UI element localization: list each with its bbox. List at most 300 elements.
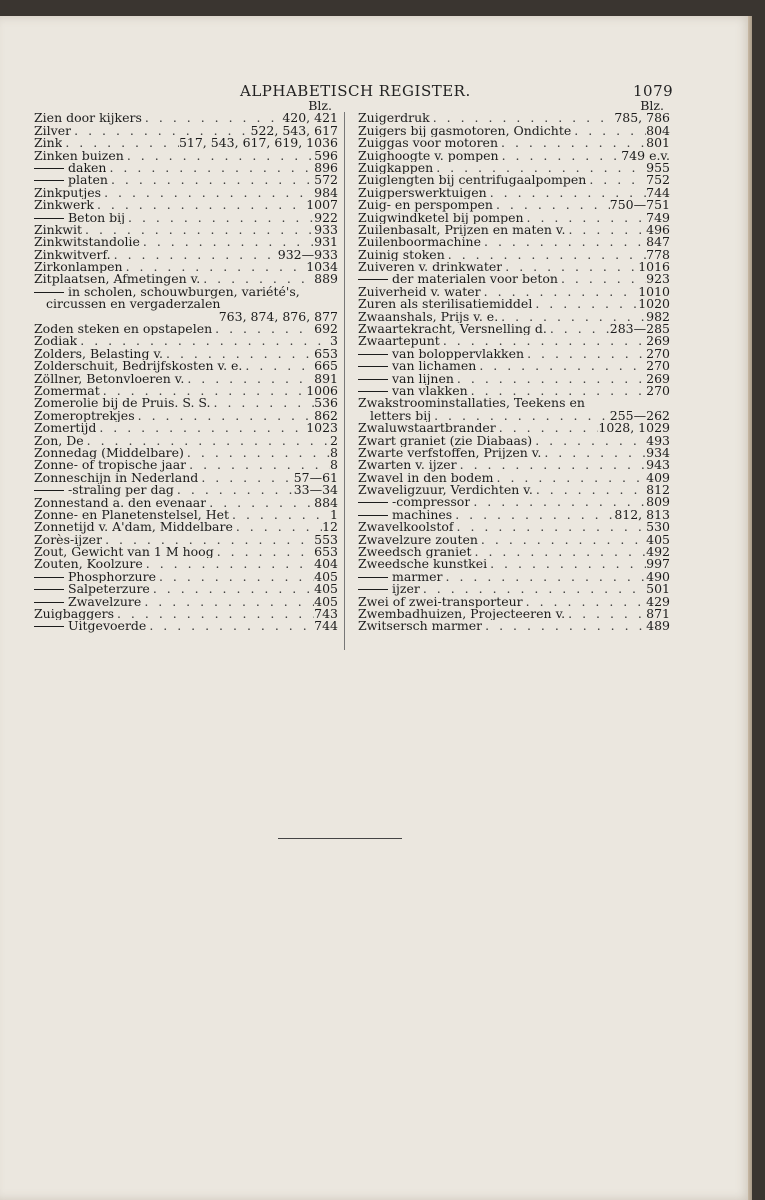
index-entry	[34, 583, 338, 595]
entry-pages: 896	[314, 159, 338, 175]
dot-leader	[102, 534, 314, 546]
dot-leader	[478, 534, 646, 546]
dot-leader	[496, 422, 599, 434]
index-entry	[34, 308, 338, 324]
entry-term: Zinkwitstandolie	[34, 236, 140, 249]
index-entry	[34, 568, 338, 584]
dot-leader	[163, 348, 314, 360]
dot-leader	[533, 484, 646, 496]
index-entry	[34, 397, 338, 409]
entry-pages: 812, 813	[614, 506, 670, 522]
column-divider	[344, 112, 345, 650]
entry-pages: 923	[646, 271, 670, 287]
index-entry	[358, 298, 670, 310]
dot-leader	[101, 187, 314, 199]
dot-leader	[481, 236, 646, 248]
entry-pages: 889	[314, 271, 338, 287]
dot-leader	[558, 273, 646, 285]
entry-pages: 270	[646, 358, 670, 374]
entry-term: Zonne- of tropische jaar	[34, 459, 187, 472]
entry-pages: 493	[646, 432, 670, 448]
index-entry	[358, 422, 670, 434]
dot-leader	[532, 435, 646, 447]
entry-term: Zuinig stoken	[358, 248, 445, 262]
entry-term: Zonne- en Planetenstelsel, Het	[34, 508, 230, 522]
entry-pages: 653	[314, 544, 338, 560]
dot-leader	[452, 509, 614, 521]
entry-pages: 997	[646, 556, 670, 572]
entry-pages: 270	[646, 382, 670, 398]
entry-term: van lichamen	[358, 360, 476, 372]
entry-pages: 33—34	[293, 482, 338, 498]
entry-term: Zwei of zwei-transporteur	[358, 595, 523, 609]
index-entry	[34, 620, 338, 632]
index-entry	[358, 112, 670, 124]
entry-term: Zwarte verfstoffen, Prijzen v.	[358, 446, 542, 460]
entry-term: Zinken buizen	[34, 149, 124, 162]
index-entry	[34, 199, 338, 211]
entry-term: Zuigerdruk	[358, 112, 430, 125]
dot-leader	[125, 212, 314, 224]
index-entry	[358, 345, 670, 361]
index-entry	[34, 407, 338, 423]
entry-term: Zuigers bij gasmotoren, Ondichte	[358, 124, 572, 138]
index-entry	[34, 546, 338, 558]
dot-leader	[184, 373, 314, 385]
entry-pages: 269	[646, 370, 670, 386]
dot-leader	[82, 224, 314, 236]
dot-leader	[229, 509, 330, 521]
index-entry	[34, 469, 338, 485]
index-entry	[34, 432, 338, 448]
index-entry	[358, 432, 670, 448]
index-entry	[358, 273, 670, 285]
entry-pages: 1023	[306, 420, 338, 436]
entry-pages: 536	[314, 395, 338, 411]
entry-pages: 933	[314, 221, 338, 237]
index-entry	[34, 521, 338, 533]
page-number: 1079	[633, 82, 674, 100]
dot-leader	[487, 558, 646, 570]
entry-term: marmer	[358, 571, 443, 583]
entry-pages: 517, 543, 617, 619, 1036	[178, 135, 338, 151]
entry-pages: 1028, 1029	[598, 420, 670, 436]
entry-pages: 8	[330, 457, 338, 473]
entry-term: Zuiglengten bij centrifugaalpompen	[358, 174, 587, 187]
entry-pages: 1016	[638, 259, 670, 275]
entry-pages: 522, 543, 617	[250, 122, 338, 138]
index-entry	[34, 335, 338, 347]
index-entry	[358, 236, 670, 248]
dot-leader	[77, 335, 330, 347]
entry-term: Zonnedag (Middelbare)	[34, 446, 184, 460]
dot-leader	[206, 497, 314, 509]
dot-leader	[146, 620, 314, 632]
entry-term: Zirkonlampen	[34, 261, 123, 274]
entry-pages: 490	[646, 568, 670, 584]
index-entry	[358, 159, 670, 175]
entry-pages: 982	[646, 308, 670, 324]
entry-pages: 12	[322, 519, 338, 535]
index-entry	[34, 261, 338, 273]
entry-term: Uitgevoerde	[34, 620, 146, 632]
entry-term: -compressor	[358, 496, 470, 508]
entry-pages: 501	[646, 581, 670, 597]
entry-pages: 405	[646, 531, 670, 547]
entry-term: Zonneschijn in Nederland	[34, 471, 199, 485]
dot-leader	[524, 348, 646, 360]
index-entry	[358, 370, 670, 386]
dot-leader	[445, 249, 646, 261]
entry-term: Zuigkappen	[358, 161, 434, 175]
entry-pages: 778	[646, 246, 670, 262]
index-entry	[358, 246, 670, 262]
entry-pages: 405	[314, 568, 338, 584]
entry-pages: 496	[646, 221, 670, 237]
entry-term: Zuilenboormachine	[358, 236, 482, 249]
entry-term: Zuiveren v. drinkwater	[358, 261, 503, 274]
entry-term: Zwavelzure zouten	[358, 533, 478, 547]
dot-leader	[62, 137, 179, 149]
entry-term: Zwakstroominstallaties, Teekens en	[358, 395, 585, 411]
page-edge	[748, 16, 752, 1200]
entry-term: Zilver	[34, 124, 72, 138]
entry-term: Zuigwindketel bij pompen	[358, 211, 524, 224]
entry-pages: 785, 786	[614, 110, 670, 126]
index-entry	[358, 593, 670, 609]
entry-pages: 752	[646, 172, 670, 188]
entry-pages: 429	[646, 593, 670, 609]
index-entry	[34, 558, 338, 570]
entry-pages: 692	[314, 321, 338, 337]
dot-leader	[124, 150, 314, 162]
index-entry	[34, 137, 338, 149]
entry-term: Zitplaatsen, Afmetingen v.	[34, 273, 201, 286]
dot-leader	[114, 608, 314, 620]
dot-leader	[214, 546, 314, 558]
entry-pages: 1034	[306, 259, 338, 275]
entry-term: Beton bij	[34, 212, 125, 224]
entry-term: Zien door kijkers	[34, 112, 142, 125]
dot-leader	[135, 410, 315, 422]
entry-pages: 420, 421	[282, 110, 338, 126]
dot-leader	[106, 162, 314, 174]
entry-pages: 405	[314, 581, 338, 597]
dot-leader	[233, 521, 322, 533]
entry-pages: 572	[314, 172, 338, 188]
entry-pages: 1006	[306, 382, 338, 398]
dot-leader	[494, 472, 647, 484]
entry-term: der materialen voor beton	[358, 273, 558, 285]
entry-term: van boloppervlakken	[358, 348, 524, 360]
dot-leader	[532, 298, 638, 310]
dot-leader	[96, 422, 306, 434]
index-entry	[34, 147, 338, 163]
entry-pages: 489	[646, 618, 670, 634]
entry-term: Zwavel in den bodem	[358, 471, 494, 485]
dot-leader	[443, 571, 647, 583]
dot-leader	[184, 447, 330, 459]
entry-term: Zuigbaggers	[34, 608, 114, 621]
entry-pages: 750—751	[609, 197, 670, 213]
entry-pages: 744	[314, 618, 338, 634]
entry-term: Zwitsersch marmer	[358, 620, 483, 633]
index-entry	[34, 608, 338, 620]
entry-term: Zuigperswerktuigen	[358, 186, 487, 200]
dot-leader	[547, 323, 610, 335]
dot-leader	[502, 261, 638, 273]
index-entry	[358, 459, 670, 471]
index-entry	[358, 531, 670, 547]
dot-leader	[565, 224, 646, 236]
entry-term: Zinkwerk	[34, 199, 94, 212]
dot-leader	[454, 373, 646, 385]
index-entry	[358, 323, 670, 335]
dot-leader	[84, 435, 330, 447]
entry-pages: 1020	[638, 296, 670, 312]
dot-leader	[123, 261, 307, 273]
entry-term: Zwembadhuizen, Projecteeren v.	[358, 608, 566, 621]
dot-leader	[212, 323, 314, 335]
entry-pages: 1007	[306, 197, 338, 213]
entry-pages: 596	[314, 147, 338, 163]
dot-leader	[523, 596, 646, 608]
index-entry	[358, 122, 670, 138]
entry-term: Zinkwitverf.	[34, 248, 111, 262]
index-entry	[358, 583, 670, 595]
entry-term: Zöllner, Betonvloeren v.	[34, 372, 185, 385]
dot-leader	[156, 571, 314, 583]
entry-pages: 665	[314, 358, 338, 374]
index-entry	[34, 444, 338, 460]
index-entry	[34, 159, 338, 175]
entry-term: Zwavelkoolstof	[358, 521, 454, 534]
entry-pages: 804	[646, 122, 670, 138]
entry-pages: 404	[314, 556, 338, 572]
index-entry	[34, 323, 338, 335]
entry-term: Zwaartekracht, Versnelling d.	[358, 323, 547, 336]
dot-leader	[174, 484, 294, 496]
entry-pages: 744	[646, 184, 670, 200]
entry-term: Zwaanshals, Prijs v. e.	[358, 310, 499, 324]
entry-term: Zwaveligzuur, Verdichten v.	[358, 484, 533, 497]
entry-pages: 653	[314, 345, 338, 361]
entry-term: platen	[34, 174, 108, 186]
entry-term: Zink	[34, 137, 63, 150]
entry-term: Zoden steken en opstapelen	[34, 323, 213, 336]
entry-pages: 922	[314, 209, 338, 225]
index-entry	[358, 506, 670, 522]
entry-pages: 409	[646, 469, 670, 485]
entry-pages: 862	[314, 407, 338, 423]
entry-pages: 1	[330, 506, 338, 522]
entry-term: Zuig- en perspompen	[358, 199, 493, 212]
entry-term: Zweedsch graniet	[358, 546, 472, 559]
index-entry	[358, 608, 670, 620]
entry-pages: 871	[646, 606, 670, 621]
entry-pages: 8	[330, 444, 338, 460]
index-entry	[34, 382, 338, 398]
index-entry	[358, 469, 670, 485]
index-entry	[34, 184, 338, 200]
entry-term: Zinkwit	[34, 223, 83, 237]
entry-term: Zwart graniet (zie Diabaas)	[358, 434, 533, 447]
entry-term: ijzer	[358, 583, 420, 595]
entry-pages: 932—933	[277, 246, 338, 262]
dot-leader	[499, 150, 622, 162]
index-entry	[358, 568, 670, 584]
entry-pages: 943	[646, 457, 670, 473]
dot-leader	[433, 162, 646, 174]
entry-pages: 283—285	[609, 321, 670, 337]
entry-term: Zout, Gewicht van 1 M hoog	[34, 546, 214, 559]
entry-term: Phosphorzure	[34, 571, 156, 583]
index-entry	[34, 246, 338, 262]
entry-pages: 801	[646, 135, 670, 151]
dot-leader	[476, 360, 646, 372]
dot-leader	[143, 558, 314, 570]
entry-pages: 57—61	[293, 469, 338, 485]
entry-pages: 891	[314, 370, 338, 386]
index-entry	[34, 593, 338, 609]
dot-leader	[481, 286, 639, 298]
index-column-right	[358, 100, 670, 633]
entry-term: Zwaartepunt	[358, 335, 440, 348]
blz-heading: Blz.	[640, 98, 664, 113]
entry-pages: 405	[314, 593, 338, 609]
entry-pages: 492	[646, 544, 670, 560]
dot-leader	[482, 620, 646, 632]
dot-leader	[586, 174, 646, 186]
entry-term: machines	[358, 509, 452, 521]
entry-term: Zuren als sterilisatiemiddel	[358, 298, 533, 311]
index-entry	[34, 531, 338, 547]
index-entry	[358, 444, 670, 460]
dot-leader	[111, 249, 278, 261]
entry-pages: 743	[314, 606, 338, 622]
entry-term: Zuiggas voor motoren	[358, 137, 498, 150]
index-entry	[34, 506, 338, 522]
entry-pages: 955	[646, 159, 670, 175]
dot-leader	[211, 397, 315, 409]
entry-term: van lijnen	[358, 373, 454, 385]
index-entry	[358, 360, 670, 372]
entry-term: Zinkputjes	[34, 186, 102, 200]
index-entry	[34, 174, 338, 186]
dot-leader	[431, 410, 610, 422]
dot-leader	[472, 546, 647, 558]
dot-leader	[141, 596, 314, 608]
index-entry	[34, 459, 338, 471]
blz-heading: Blz.	[308, 98, 332, 113]
entry-pages: 931	[314, 234, 338, 250]
index-entry	[358, 484, 670, 496]
index-entry	[34, 422, 338, 434]
index-entry	[358, 261, 670, 273]
entry-term: in scholen, schouwburgen, variété's, circussen en vergaderzalen	[34, 284, 300, 311]
dot-leader	[457, 459, 647, 471]
entry-term: Zweedsche kunstkei	[358, 558, 488, 571]
index-entry	[34, 484, 338, 496]
entry-pages: 934	[646, 444, 670, 460]
dot-leader	[571, 125, 646, 137]
entry-pages: 255—262	[609, 407, 670, 423]
entry-term: Zuighoogte v. pompen	[358, 149, 499, 162]
page-title: ALPHABETISCH REGISTER.	[240, 82, 471, 100]
index-entry	[358, 221, 670, 237]
entry-pages: 1010	[638, 283, 670, 299]
entry-pages: 270	[646, 345, 670, 361]
entry-pages: 3	[330, 333, 338, 349]
index-entry	[34, 370, 338, 386]
entry-term: Zodiak	[34, 335, 78, 348]
dot-leader	[150, 583, 314, 595]
dot-leader	[94, 199, 306, 211]
entry-pages: 763, 874, 876, 877	[218, 308, 338, 324]
entry-term: Zolderschuit, Bedrijfskosten v. e.	[34, 360, 243, 373]
index-entry	[34, 209, 338, 225]
dot-leader	[430, 112, 615, 124]
dot-leader	[420, 583, 646, 595]
entry-pages: 884	[314, 494, 338, 510]
entry-term: Zwarten v. ijzer	[358, 459, 457, 472]
dot-leader	[100, 385, 306, 397]
entry-term: Zonnestand a. den evenaar	[34, 496, 207, 509]
entry-pages: 749 e.v.	[621, 147, 670, 163]
index-entry	[358, 558, 670, 570]
entry-term: Zuiverheid v. water	[358, 285, 481, 299]
entry-term: Zonnetijd v. A'dam, Middelbare	[34, 521, 233, 534]
entry-term: Zomerolie bij de Pruis. S. S.	[34, 397, 211, 410]
index-entry	[358, 620, 670, 632]
entry-term: letters bij	[370, 409, 432, 423]
dot-leader	[454, 521, 647, 533]
index-column-left	[34, 100, 338, 633]
entry-pages: 530	[646, 519, 670, 535]
footer-rule	[278, 838, 402, 839]
entry-term: Zomeroptrekjes	[34, 409, 135, 423]
dot-leader	[541, 447, 646, 459]
dot-leader	[524, 212, 647, 224]
index-entry	[358, 335, 670, 347]
entry-term: Zomermat	[34, 384, 100, 398]
dot-leader	[493, 199, 610, 211]
entry-term: Zouten, Koolzure	[34, 558, 143, 571]
entry-term: Zwavelzure	[34, 596, 141, 608]
entry-term: Salpeterzure	[34, 583, 150, 595]
entry-pages: 553	[314, 531, 338, 547]
entry-term: Zon, De	[34, 434, 84, 447]
entry-pages: 269	[646, 333, 670, 349]
dot-leader	[198, 472, 293, 484]
entry-pages: 847	[646, 234, 670, 250]
entry-pages: 809	[646, 494, 670, 510]
index-entry	[358, 174, 670, 186]
index-entry	[358, 199, 670, 211]
entry-pages: 812	[646, 482, 670, 498]
entry-term: Zomertijd	[34, 422, 97, 435]
index-entry	[358, 283, 670, 299]
index-entry	[358, 546, 670, 558]
index-entry	[34, 221, 338, 237]
dot-leader	[108, 174, 314, 186]
entry-term: Zwaluwstaartbrander	[358, 422, 496, 435]
index-entry	[358, 521, 670, 533]
entry-pages: 749	[646, 209, 670, 225]
entry-pages: 984	[314, 184, 338, 200]
entry-term: Zorès-ijzer	[34, 533, 103, 547]
index-entry	[358, 147, 670, 163]
